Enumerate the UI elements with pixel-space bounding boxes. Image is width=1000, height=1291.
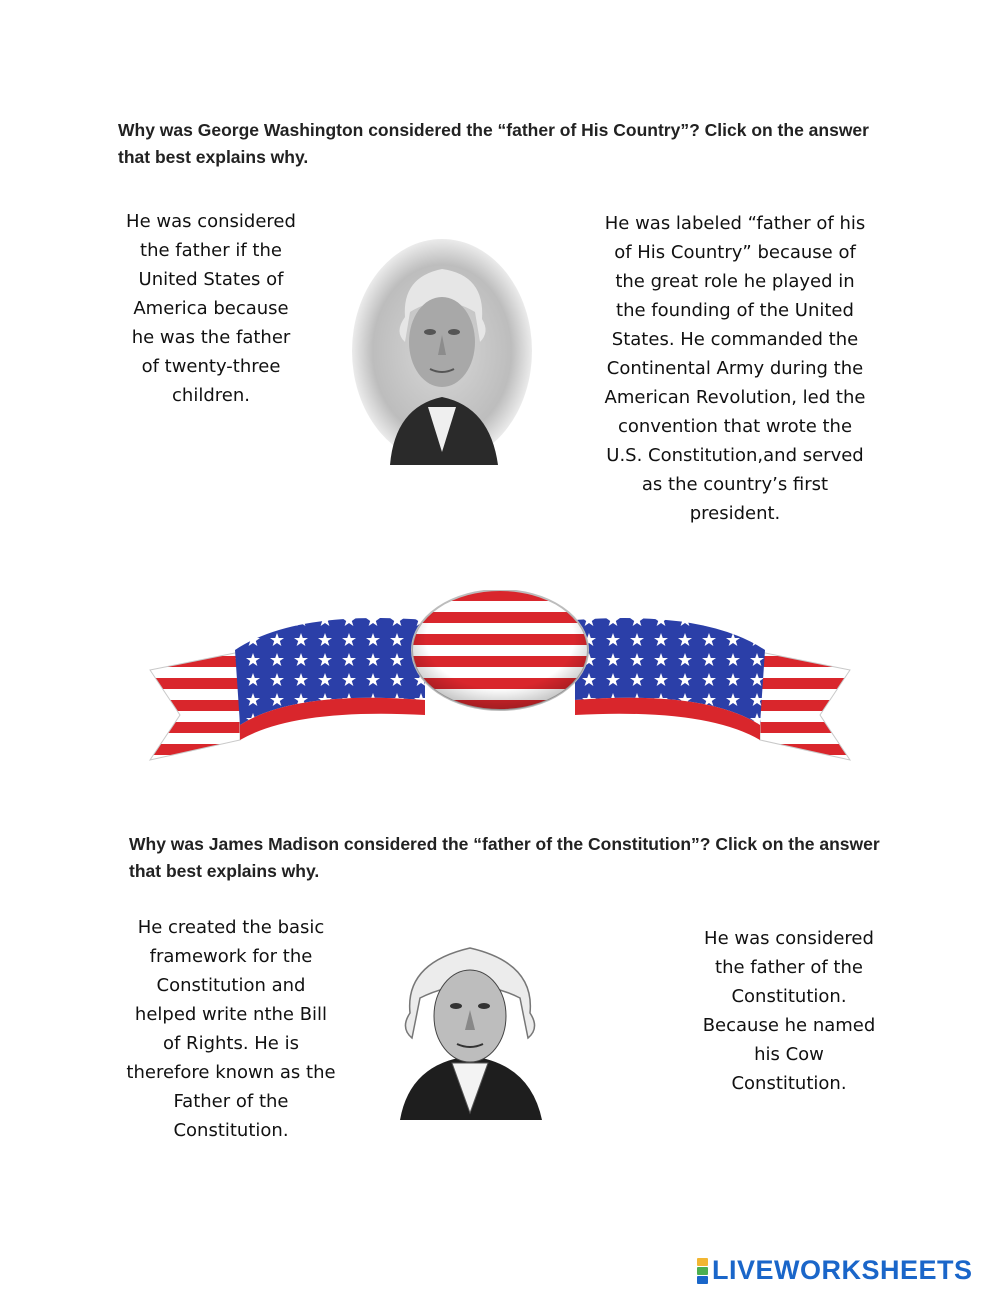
- question-2: Why was James Madison considered the “father of the Constitution”? Click on the answer that best explains why.: [129, 834, 880, 881]
- answer-madison-framework[interactable]: He created the basic framework for the Constitution and helped write nthe Bill of Rights. He is therefore known as the Father of the Constitution.: [126, 917, 336, 1141]
- question-1: Why was George Washington considered the “father of His Country”? Click on the answer that best explains why.: [118, 120, 869, 167]
- answer-madison-cow[interactable]: He was considered the father of the Constitution. Because he named his Cow Constitution.: [702, 928, 876, 1094]
- washington-portrait: [350, 237, 535, 465]
- brand-name: LIVEWORKSHEETS: [712, 1255, 973, 1285]
- madison-portrait: [390, 938, 550, 1120]
- brand-blocks-icon: [697, 1257, 708, 1284]
- flag-banner: [145, 590, 855, 768]
- liveworksheets-logo: [697, 1255, 973, 1286]
- answer-washington-founding-role[interactable]: He was labeled “father of his of His Country” because of the great role he played in the founding of the United States. He commanded the Continental Army during the American Revolution, led the convention that wrote the U.S. Constitution,and served as the country’s first president.: [604, 213, 866, 524]
- answer-washington-children[interactable]: He was considered the father if the United States of America because he was the father of twenty-three children.: [126, 211, 296, 406]
